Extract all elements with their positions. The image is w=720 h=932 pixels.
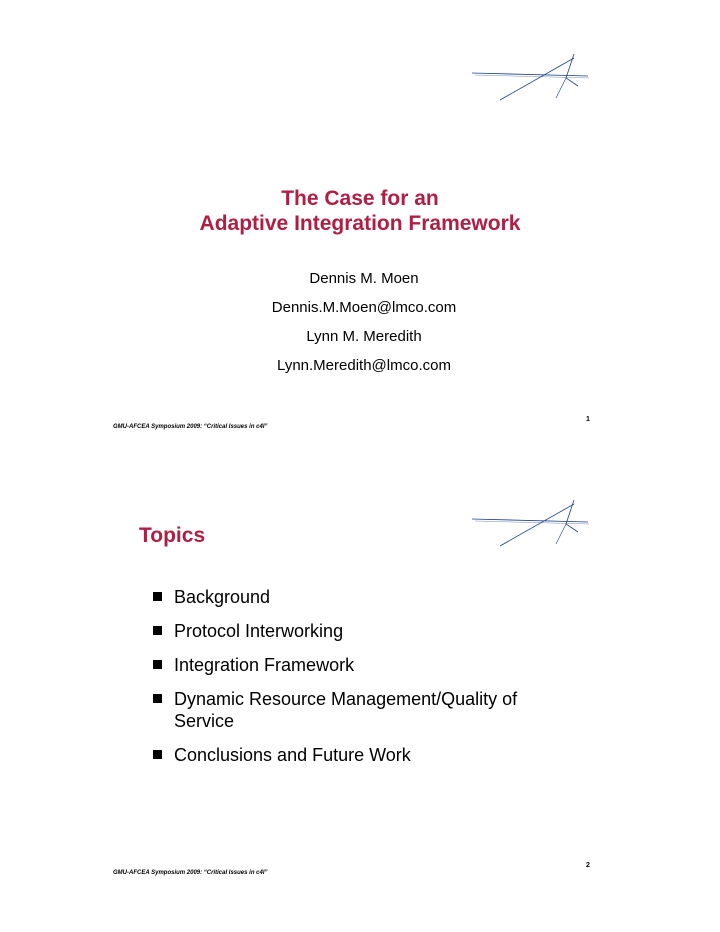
star-logo-icon (470, 498, 592, 548)
author-name-1: Dennis M. Moen (309, 270, 419, 287)
slide-2 (0, 466, 720, 932)
list-item-text: Background (174, 587, 271, 607)
slide-footer: GMU-AFCEA Symposium 2009: “Critical Issues in c4I” (113, 870, 268, 876)
square-bullet-icon (153, 592, 162, 601)
title-line-2: Adaptive Integration Framework (199, 212, 521, 235)
author-name-2: Lynn M. Meredith (306, 328, 422, 345)
list-item (152, 620, 582, 642)
list-item (152, 654, 582, 676)
list-item (152, 688, 582, 732)
author-list (0, 264, 720, 380)
star-logo-icon (470, 52, 592, 102)
square-bullet-icon (153, 694, 162, 703)
square-bullet-icon (153, 626, 162, 635)
author-email-2: Lynn.Meredith@lmco.com (277, 357, 451, 374)
topics-list (152, 586, 582, 778)
page-number: 2 (586, 862, 590, 869)
author-email-1: Dennis.M.Moen@lmco.com (271, 299, 457, 316)
page-number: 1 (586, 416, 590, 423)
presentation-title (0, 186, 720, 236)
list-item-text: Protocol Interworking (174, 621, 344, 641)
slide-footer: GMU-AFCEA Symposium 2009: “Critical Issues in c4I” (113, 424, 268, 430)
list-item (152, 586, 582, 608)
square-bullet-icon (153, 750, 162, 759)
list-item (152, 744, 582, 766)
list-item-text: Conclusions and Future Work (174, 745, 411, 765)
list-item-text: Integration Framework (174, 655, 355, 675)
square-bullet-icon (153, 660, 162, 669)
slide-title: Topics (139, 524, 206, 547)
list-item-text: Dynamic Resource Management/Quality of Service (174, 689, 518, 731)
title-line-1: The Case for an (281, 187, 439, 210)
